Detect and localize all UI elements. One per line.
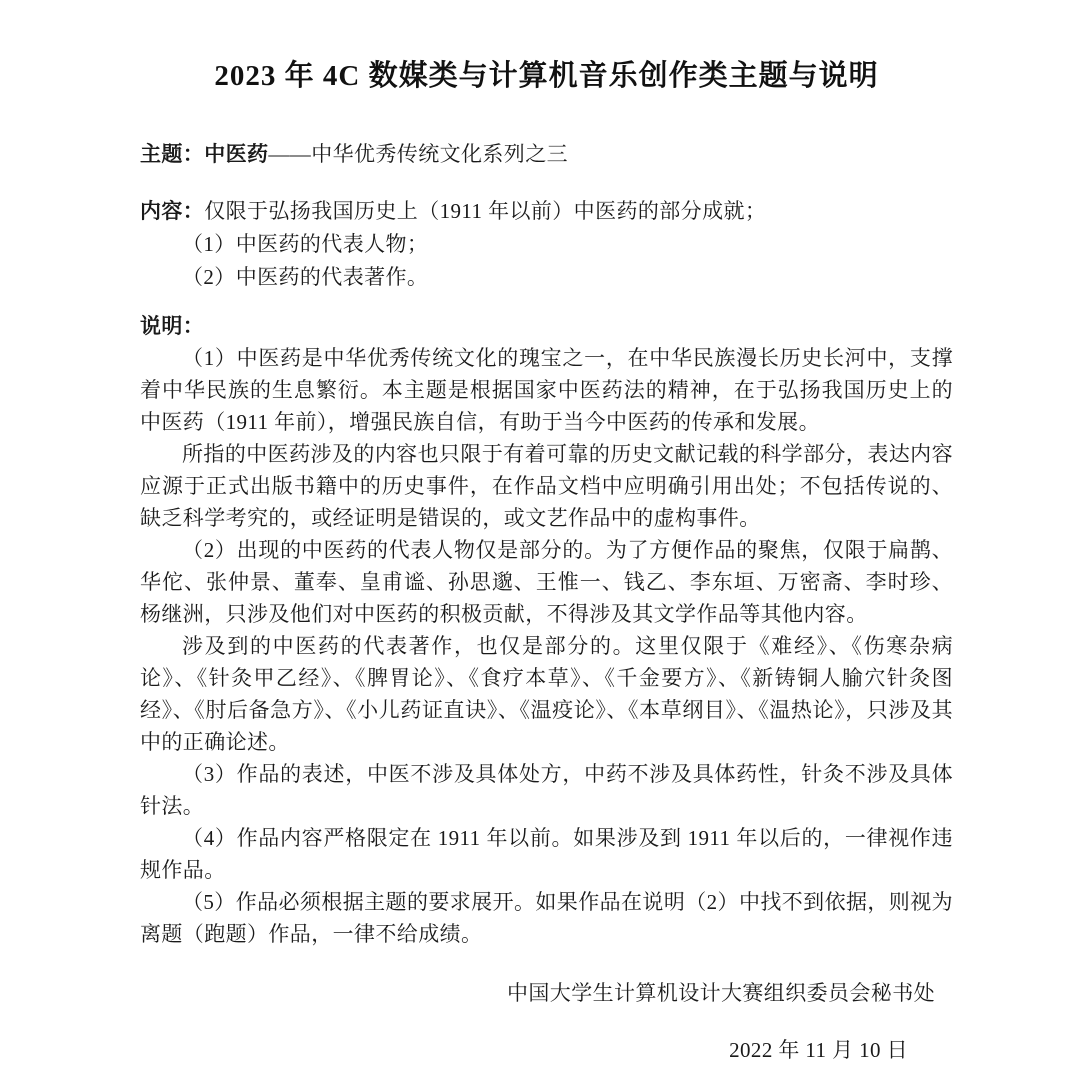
notes-paragraph-4: 涉及到的中医药的代表著作，也仅是部分的。这里仅限于《难经》、《伤寒杂病论》、《针灸甲乙经》、《脾胃论》、《食疗本草》、《千金要方》、《新铸铜人腧穴针灸图经》、《肘后备急方》、《小儿药证直诀》、《温疫论》、《本草纲目》、《温热论》，只涉及其中的正确论述。 (140, 634, 953, 754)
theme-label: 主题：中医药 (140, 142, 269, 166)
theme-text: ——中华优秀传统文化系列之三 (268, 142, 569, 166)
notes-paragraph-1: （1）中医药是中华优秀传统文化的瑰宝之一，在中华民族漫长历史长河中，支撑着中华民族的生息繁衍。本主题是根据国家中医药法的精神，在于弘扬我国历史上的中医药（1911 年前），增强民族自信，有助于当今中医药的传承和发展。 (140, 346, 953, 434)
content-intro: 仅限于弘扬我国历史上（1911 年以前）中医药的部分成就； (204, 199, 767, 223)
signature-line: 中国大学生计算机设计大赛组织委员会秘书处 (507, 981, 935, 1005)
notes-paragraph-5: （3）作品的表述，中医不涉及具体处方，中药不涉及具体药性，针灸不涉及具体针法。 (140, 762, 953, 818)
content-label: 内容： (140, 199, 205, 223)
content-item-2: （2）中医药的代表著作。 (182, 265, 429, 289)
notes-paragraph-7: （5）作品必须根据主题的要求展开。如果作品在说明（2）中找不到依据，则视为离题（跑题）作品，一律不给成绩。 (140, 890, 953, 946)
notes-paragraph-6: （4）作品内容严格限定在 1911 年以前。如果涉及到 1911 年以后的，一律视作违规作品。 (140, 826, 953, 882)
notes-paragraph-3: （2）出现的中医药的代表人物仅是部分的。为了方便作品的聚焦，仅限于扁鹊、华佗、张仲景、董奉、皇甫谧、孙思邈、王惟一、钱乙、李东垣、万密斋、李时珍、杨继洲，只涉及他们对中医药的积极贡献，不得涉及其文学作品等其他内容。 (140, 538, 953, 626)
document-title: 2023 年 4C 数媒类与计算机音乐创作类主题与说明 (214, 60, 879, 92)
notes-label: 说明： (140, 314, 205, 338)
theme-line (140, 138, 953, 171)
notes-paragraph-2: 所指的中医药涉及的内容也只限于有着可靠的历史文献记载的科学部分，表达内容应源于正式出版书籍中的历史事件，在作品文档中应明确引用出处；不包括传说的、缺乏科学考究的，或经证明是错误的，或文艺作品中的虚构事件。 (140, 442, 953, 530)
date-line: 2022 年 11 月 10 日 (729, 1038, 908, 1062)
content-item-1: （1）中医药的代表人物； (182, 232, 429, 256)
content-line (140, 195, 953, 228)
